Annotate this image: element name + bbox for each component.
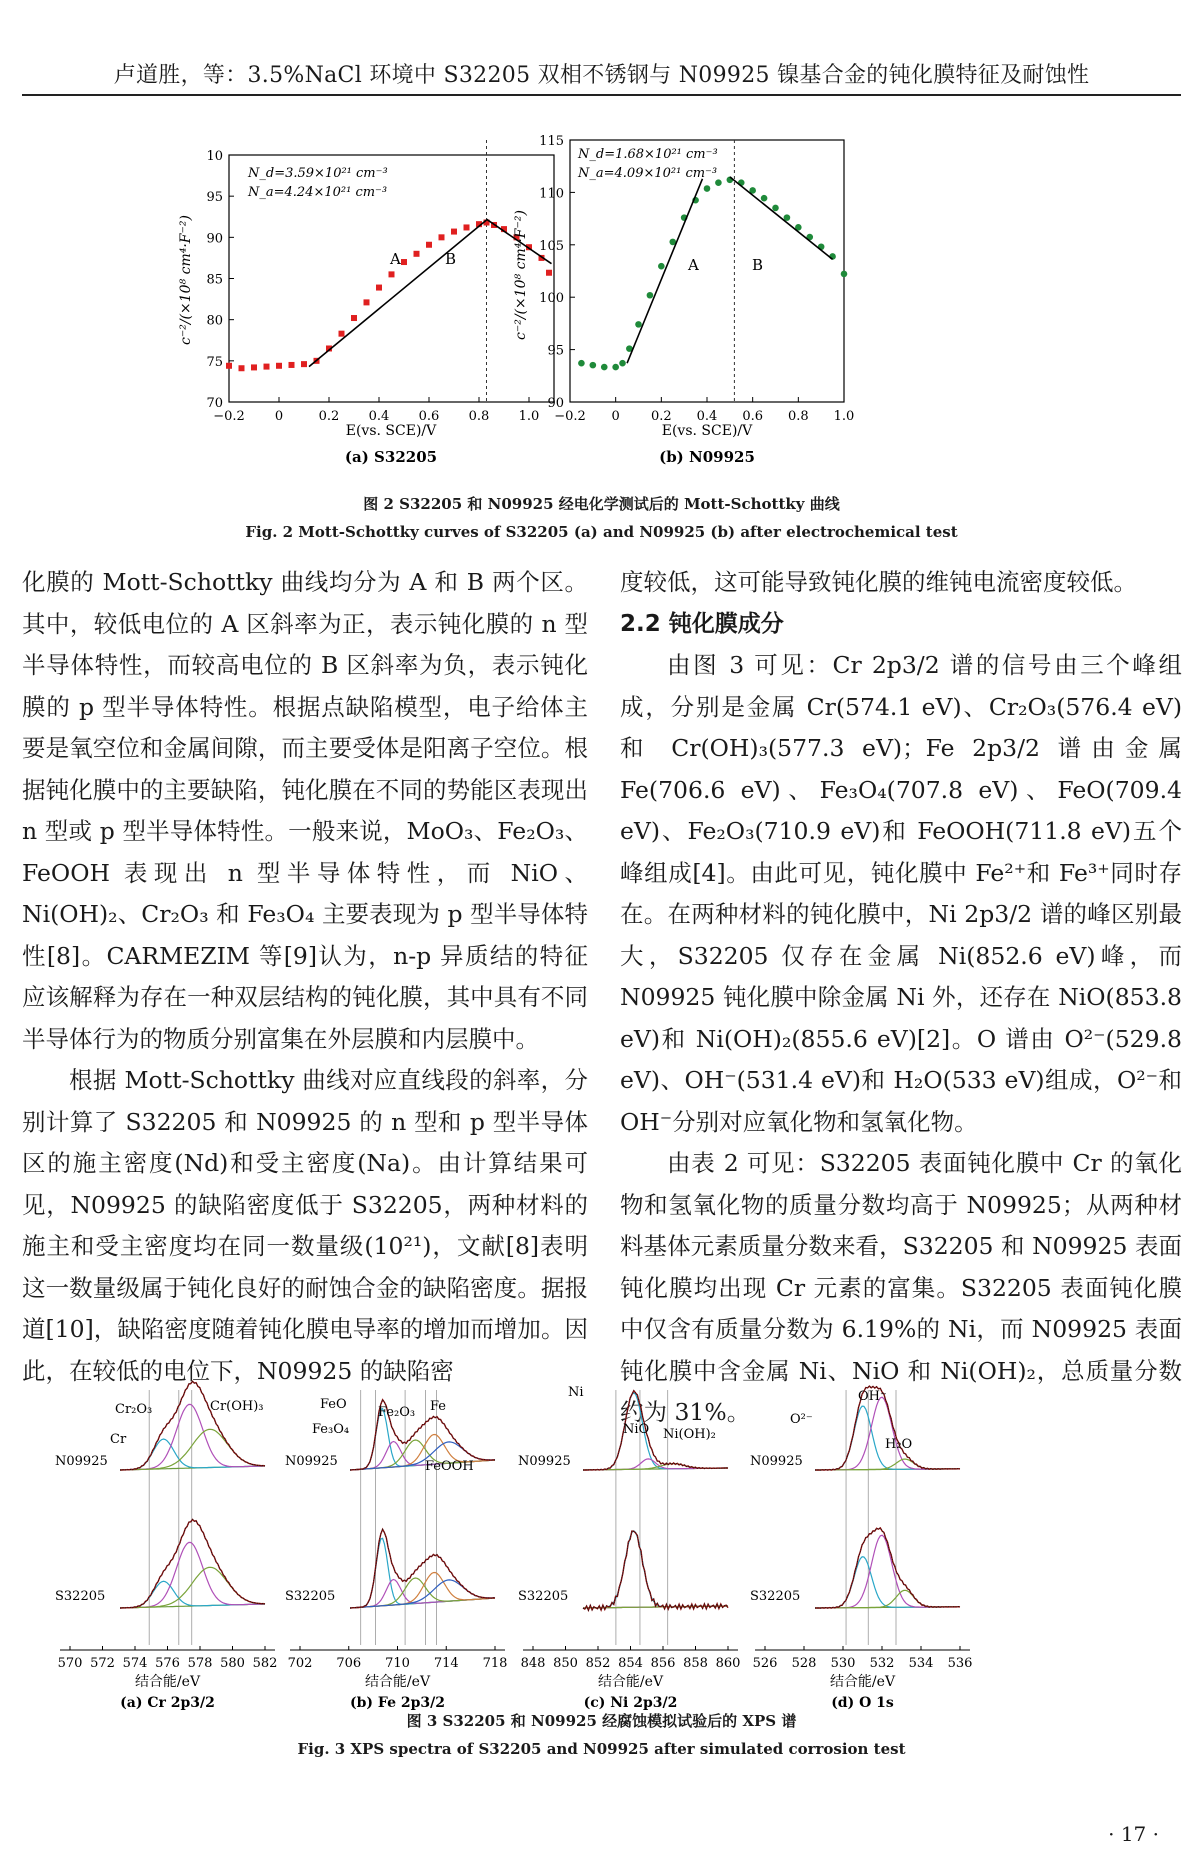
data-point <box>647 292 654 299</box>
x-tick-label: 530 <box>830 1656 856 1671</box>
x-tick-label: 1.0 <box>518 409 540 424</box>
subcaption: (c) Ni 2p3/2 <box>583 1695 678 1711</box>
x-tick-label: 580 <box>220 1656 245 1671</box>
x-tick-label: 1.0 <box>833 409 855 424</box>
subcaption: (b) Fe 2p3/2 <box>350 1695 445 1711</box>
x-tick-label: 0 <box>611 409 620 424</box>
data-point <box>590 362 597 369</box>
figure-2-caption-cn: 图 2 S32205 和 N09925 经电化学测试后的 Mott-Schottky 曲线 <box>363 495 840 513</box>
running-header <box>0 0 1203 96</box>
data-point <box>351 315 357 321</box>
fig3-panel-3 <box>518 1385 740 1711</box>
fig2a-nd-label: N_d=3.59×10²¹ cm⁻³ <box>248 166 388 181</box>
fig3-panel-4 <box>750 1386 972 1711</box>
component-peak <box>815 1557 960 1608</box>
subcaption: (d) O 1s <box>831 1695 894 1711</box>
peak-label: O²⁻ <box>790 1412 813 1427</box>
data-point <box>464 224 470 230</box>
fig2b-xlabel: E(vs. SCE)/V <box>661 423 753 439</box>
page-number: · 17 · <box>1108 1822 1159 1846</box>
data-point <box>276 363 282 369</box>
x-tick-label: 856 <box>650 1656 676 1671</box>
sample-label-top: N09925 <box>750 1454 803 1469</box>
right-paragraph-0: 度较低，这可能导致钝化膜的维钝电流密度较低。 <box>620 568 1137 596</box>
x-tick-label: 702 <box>287 1656 313 1671</box>
x-tick-label: 854 <box>618 1656 643 1671</box>
component-peak <box>120 1567 265 1608</box>
envelope-fit <box>815 1528 960 1608</box>
data-point <box>612 364 619 371</box>
peak-label: Cr₂O₃ <box>115 1402 153 1417</box>
peak-label: Cr(OH)₃ <box>210 1399 264 1414</box>
fig3-panel-2 <box>285 1390 507 1711</box>
x-tick-label: 718 <box>482 1656 508 1671</box>
x-axis-label: 结合能/eV <box>829 1674 896 1690</box>
figure-3-caption-cn: 图 3 S32205 和 N09925 经腐蚀模拟试验后的 XPS 谱 <box>406 1712 797 1730</box>
y-tick-label: 80 <box>206 313 223 329</box>
fig3-panel-1 <box>55 1381 277 1711</box>
envelope-fit <box>583 1531 728 1610</box>
y-tick-label: 95 <box>206 190 223 206</box>
data-point <box>658 263 665 270</box>
x-tick-label: 526 <box>752 1656 778 1671</box>
x-axis-label: 结合能/eV <box>134 1674 201 1690</box>
sample-label-bottom: S32205 <box>518 1589 569 1604</box>
data-point <box>339 331 345 337</box>
left-column <box>22 562 588 1392</box>
data-point <box>451 229 457 235</box>
peak-label: OH⁻ <box>858 1389 887 1404</box>
x-tick-label: 858 <box>683 1656 708 1671</box>
peak-label: Fe₂O₃ <box>378 1405 416 1420</box>
x-tick-label: 714 <box>433 1656 459 1671</box>
fig2b-region-a: A <box>688 256 699 274</box>
y-tick-label: 105 <box>539 238 564 254</box>
peak-label: FeO <box>320 1397 347 1412</box>
figure-3 <box>55 1370 1155 1711</box>
data-point <box>364 299 370 305</box>
envelope-fit <box>815 1386 960 1470</box>
left-paragraph-1: 化膜的 Mott-Schottky 曲线均分为 A 和 B 两个区。其中，较低电位的 A 区斜率为正，表示钝化膜的 n 型半导体特性，而较高电位的 B 区斜率为负，表示钝化膜的 p 型半导体特性。根据点缺陷模型，电子给体主要是氧空位和金属间隙，而主要受体是阳离子空位。根据钝化膜中的主要缺陷，钝化膜在不同的势能区表现出 n 型或 p 型半导体特性。一般来说，MoO₃、Fe₂O₃、FeOOH 表现出 n 型半导体特性，而 NiO、Ni(OH)₂、Cr₂O₃ 和 Fe₃O₄ 主要表现为 p 型半导体特性[8]。CARMEZIM 等[9]认为，n-p 异质结的特征应该解释为存在一种双层结构的钝化膜，其中具有不同半导体行为的物质分别富集在外层膜和内层膜中。 <box>22 568 588 1053</box>
data-point <box>704 185 711 192</box>
x-tick-label: −0.2 <box>213 409 245 424</box>
fig2b-na-label: N_a=4.09×10²¹ cm⁻³ <box>578 166 718 181</box>
y-tick-label: 110 <box>539 186 564 202</box>
fig2a-region-b: B <box>445 250 457 268</box>
right-column <box>620 562 1182 1434</box>
raw-spectrum <box>350 1529 495 1608</box>
data-point <box>226 363 232 369</box>
fig2b-nd-label: N_d=1.68×10²¹ cm⁻³ <box>578 147 718 162</box>
component-peak <box>120 1429 265 1470</box>
data-point <box>401 259 407 265</box>
sample-label-top: N09925 <box>285 1454 338 1469</box>
data-point <box>264 364 270 370</box>
data-point <box>439 234 445 240</box>
data-point <box>715 179 722 186</box>
raw-spectrum <box>120 1381 265 1470</box>
fig2b-subcaption: (b) N09925 <box>659 448 755 466</box>
x-tick-label: 574 <box>122 1656 148 1671</box>
y-tick-label: 85 <box>206 272 223 288</box>
data-point <box>239 365 245 371</box>
fig2a-region-a: A <box>390 250 401 268</box>
fig2a-subcaption: (a) S32205 <box>344 448 438 466</box>
data-point <box>389 271 395 277</box>
raw-spectrum <box>583 1531 728 1610</box>
fig2-panel-a <box>178 140 554 466</box>
peak-label: NiO <box>623 1422 650 1437</box>
raw-spectrum <box>120 1519 265 1608</box>
x-axis-label: 结合能/eV <box>597 1674 664 1690</box>
x-tick-label: 570 <box>57 1656 83 1671</box>
y-tick-label: 75 <box>206 354 223 370</box>
subcaption: (a) Cr 2p3/2 <box>120 1695 215 1711</box>
fit-line-a <box>309 220 487 367</box>
x-tick-label: 0.4 <box>696 409 718 424</box>
data-point <box>376 285 382 291</box>
fig2a-na-label: N_a=4.24×10²¹ cm⁻³ <box>248 185 388 200</box>
data-point <box>578 360 585 367</box>
x-tick-label: 578 <box>187 1656 213 1671</box>
peak-label: Ni <box>568 1385 584 1400</box>
component-peak <box>815 1535 960 1608</box>
x-tick-label: 710 <box>385 1656 410 1671</box>
x-tick-label: −0.2 <box>554 409 586 424</box>
fig2a-xlabel: E(vs. SCE)/V <box>345 423 437 439</box>
raw-spectrum <box>815 1528 960 1608</box>
figure-2 <box>150 134 1030 475</box>
envelope-fit <box>120 1381 265 1470</box>
data-point <box>301 361 307 367</box>
fig2b-ylabel: c⁻²/(×10⁸ cm⁴·F⁻²) <box>513 210 529 340</box>
data-point <box>251 364 257 370</box>
sample-label-bottom: S32205 <box>55 1589 106 1604</box>
peak-label: H₂O <box>885 1437 913 1452</box>
x-tick-label: 572 <box>90 1656 115 1671</box>
peak-label: Cr <box>110 1432 127 1447</box>
x-tick-label: 582 <box>252 1656 278 1671</box>
data-point <box>546 270 552 276</box>
x-axis-label: 结合能/eV <box>364 1674 431 1690</box>
peak-label: FeOOH <box>425 1459 474 1474</box>
fig3-panels <box>55 1381 972 1711</box>
x-tick-label: 534 <box>908 1656 934 1671</box>
peak-label: Fe₃O₄ <box>312 1422 350 1437</box>
peak-label: Ni(OH)₂ <box>663 1427 716 1442</box>
right-paragraph-2: 由表 2 可见：S32205 表面钝化膜中 Cr 的氧化物和氢氧化物的质量分数均高于 N09925；从两种材料基体元素质量分数来看，S32205 和 N09925 表面钝化膜均出现 Cr 元素的富集。S32205 表面钝化膜中仅含有质量分数为 6.19%的 Ni，而 N09925 表面钝化膜中含金属 Ni、NiO 和 Ni(OH)₂，总质量分数约为 31%。 <box>620 1149 1182 1426</box>
data-point <box>635 321 642 328</box>
x-tick-label: 0.6 <box>418 409 440 424</box>
fit-line-b <box>730 177 833 259</box>
data-point <box>772 205 779 212</box>
envelope-fit <box>350 1529 495 1608</box>
x-tick-label: 860 <box>715 1656 741 1671</box>
x-tick-label: 852 <box>585 1656 611 1671</box>
x-tick-label: 536 <box>947 1656 973 1671</box>
x-tick-label: 0 <box>274 409 284 424</box>
component-peak <box>583 1531 728 1608</box>
fig2b-region-b: B <box>752 256 764 274</box>
data-point <box>289 362 295 368</box>
right-paragraph-1: 由图 3 可见：Cr 2p3/2 谱的信号由三个峰组成，分别是金属 Cr(574.1 eV)、Cr₂O₃(576.4 eV)和 Cr(OH)₃(577.3 eV)；Fe 2p3/2 谱由金属 Fe(706.6 eV)、Fe₃O₄(707.8 eV)、FeO(709.4 eV)、Fe₂O₃(710.9 eV)和 FeOOH(711.8 eV)五个峰组成[4]。由此可见，钝化膜中 Fe²⁺和 Fe³⁺同时存在。在两种材料的钝化膜中，Ni 2p3/2 谱的峰区别最大，S32205 仅存在金属 Ni(852.6 eV)峰，而 N09925 钝化膜中除金属 Ni 外，还存在 NiO(853.8 eV)和 Ni(OH)₂(855.6 eV)[2]。O 谱由 O²⁻(529.8 eV)、OH⁻(531.4 eV)和 H₂O(533 eV)组成，O²⁻和 OH⁻分别对应氧化物和氢氧化物。 <box>620 651 1182 1136</box>
section-heading: 2.2 钝化膜成分 <box>620 610 784 637</box>
component-peak <box>350 1538 495 1608</box>
x-tick-label: 0.4 <box>368 409 390 424</box>
sample-label-bottom: S32205 <box>285 1589 336 1604</box>
y-tick-label: 95 <box>547 343 564 359</box>
x-tick-label: 0.8 <box>787 409 809 424</box>
y-tick-label: 100 <box>539 291 564 307</box>
left-paragraph-2: 根据 Mott-Schottky 曲线对应直线段的斜率，分别计算了 S32205 和 N09925 的 n 型和 p 型半导体区的施主密度(Nd)和受主密度(Na)。由计算结果可见，N09925 的缺陷密度低于 S32205，两种材料的施主和受主密度均在同一数量级(10²¹)，文献[8]表明这一数量级属于钝化良好的耐蚀合金的缺陷密度。据报道[10]，缺陷密度随着钝化膜电导率的增加而增加。因此，在较低的电位下，N09925 的缺陷密 <box>22 1066 588 1385</box>
raw-spectrum <box>815 1386 960 1470</box>
figure-2-caption-en: Fig. 2 Mott-Schottky curves of S32205 (a) and N09925 (b) after electrochemical test <box>245 523 958 541</box>
x-tick-label: 850 <box>553 1656 578 1671</box>
y-tick-label: 90 <box>547 396 564 411</box>
fig2a-ylabel: c⁻²/(×10⁸ cm⁴·F⁻²) <box>178 215 194 345</box>
sample-label-top: N09925 <box>518 1454 571 1469</box>
x-tick-label: 848 <box>520 1656 546 1671</box>
data-point <box>841 271 848 278</box>
x-tick-label: 576 <box>155 1656 180 1671</box>
data-point <box>601 364 608 371</box>
y-tick-label: 10 <box>206 149 223 164</box>
peak-label: Fe <box>430 1399 447 1414</box>
y-tick-label: 90 <box>206 231 223 247</box>
fig2-panel-b <box>513 134 854 466</box>
figure-3-caption-en: Fig. 3 XPS spectra of S32205 and N09925 after simulated corrosion test <box>297 1740 906 1758</box>
x-tick-label: 0.6 <box>742 409 764 424</box>
x-tick-label: 706 <box>336 1656 362 1671</box>
component-peak <box>815 1590 960 1608</box>
sample-label-bottom: S32205 <box>750 1589 801 1604</box>
x-tick-label: 528 <box>791 1656 817 1671</box>
x-tick-label: 532 <box>869 1656 895 1671</box>
x-tick-label: 0.2 <box>318 409 340 424</box>
sample-label-top: N09925 <box>55 1454 108 1469</box>
component-peak <box>815 1397 960 1470</box>
data-point <box>619 360 626 367</box>
header-rule <box>22 94 1181 96</box>
header-title: 卢道胜，等：3.5%NaCl 环境中 S32205 双相不锈钢与 N09925 镍基合金的钝化膜特征及耐蚀性 <box>113 63 1090 88</box>
data-point <box>414 251 420 257</box>
x-tick-label: 0.8 <box>468 409 490 424</box>
y-tick-label: 70 <box>206 396 223 411</box>
y-tick-label: 115 <box>539 134 564 149</box>
envelope-fit <box>120 1519 265 1608</box>
x-tick-label: 0.2 <box>650 409 672 424</box>
data-point <box>761 195 768 202</box>
data-point <box>426 242 432 248</box>
